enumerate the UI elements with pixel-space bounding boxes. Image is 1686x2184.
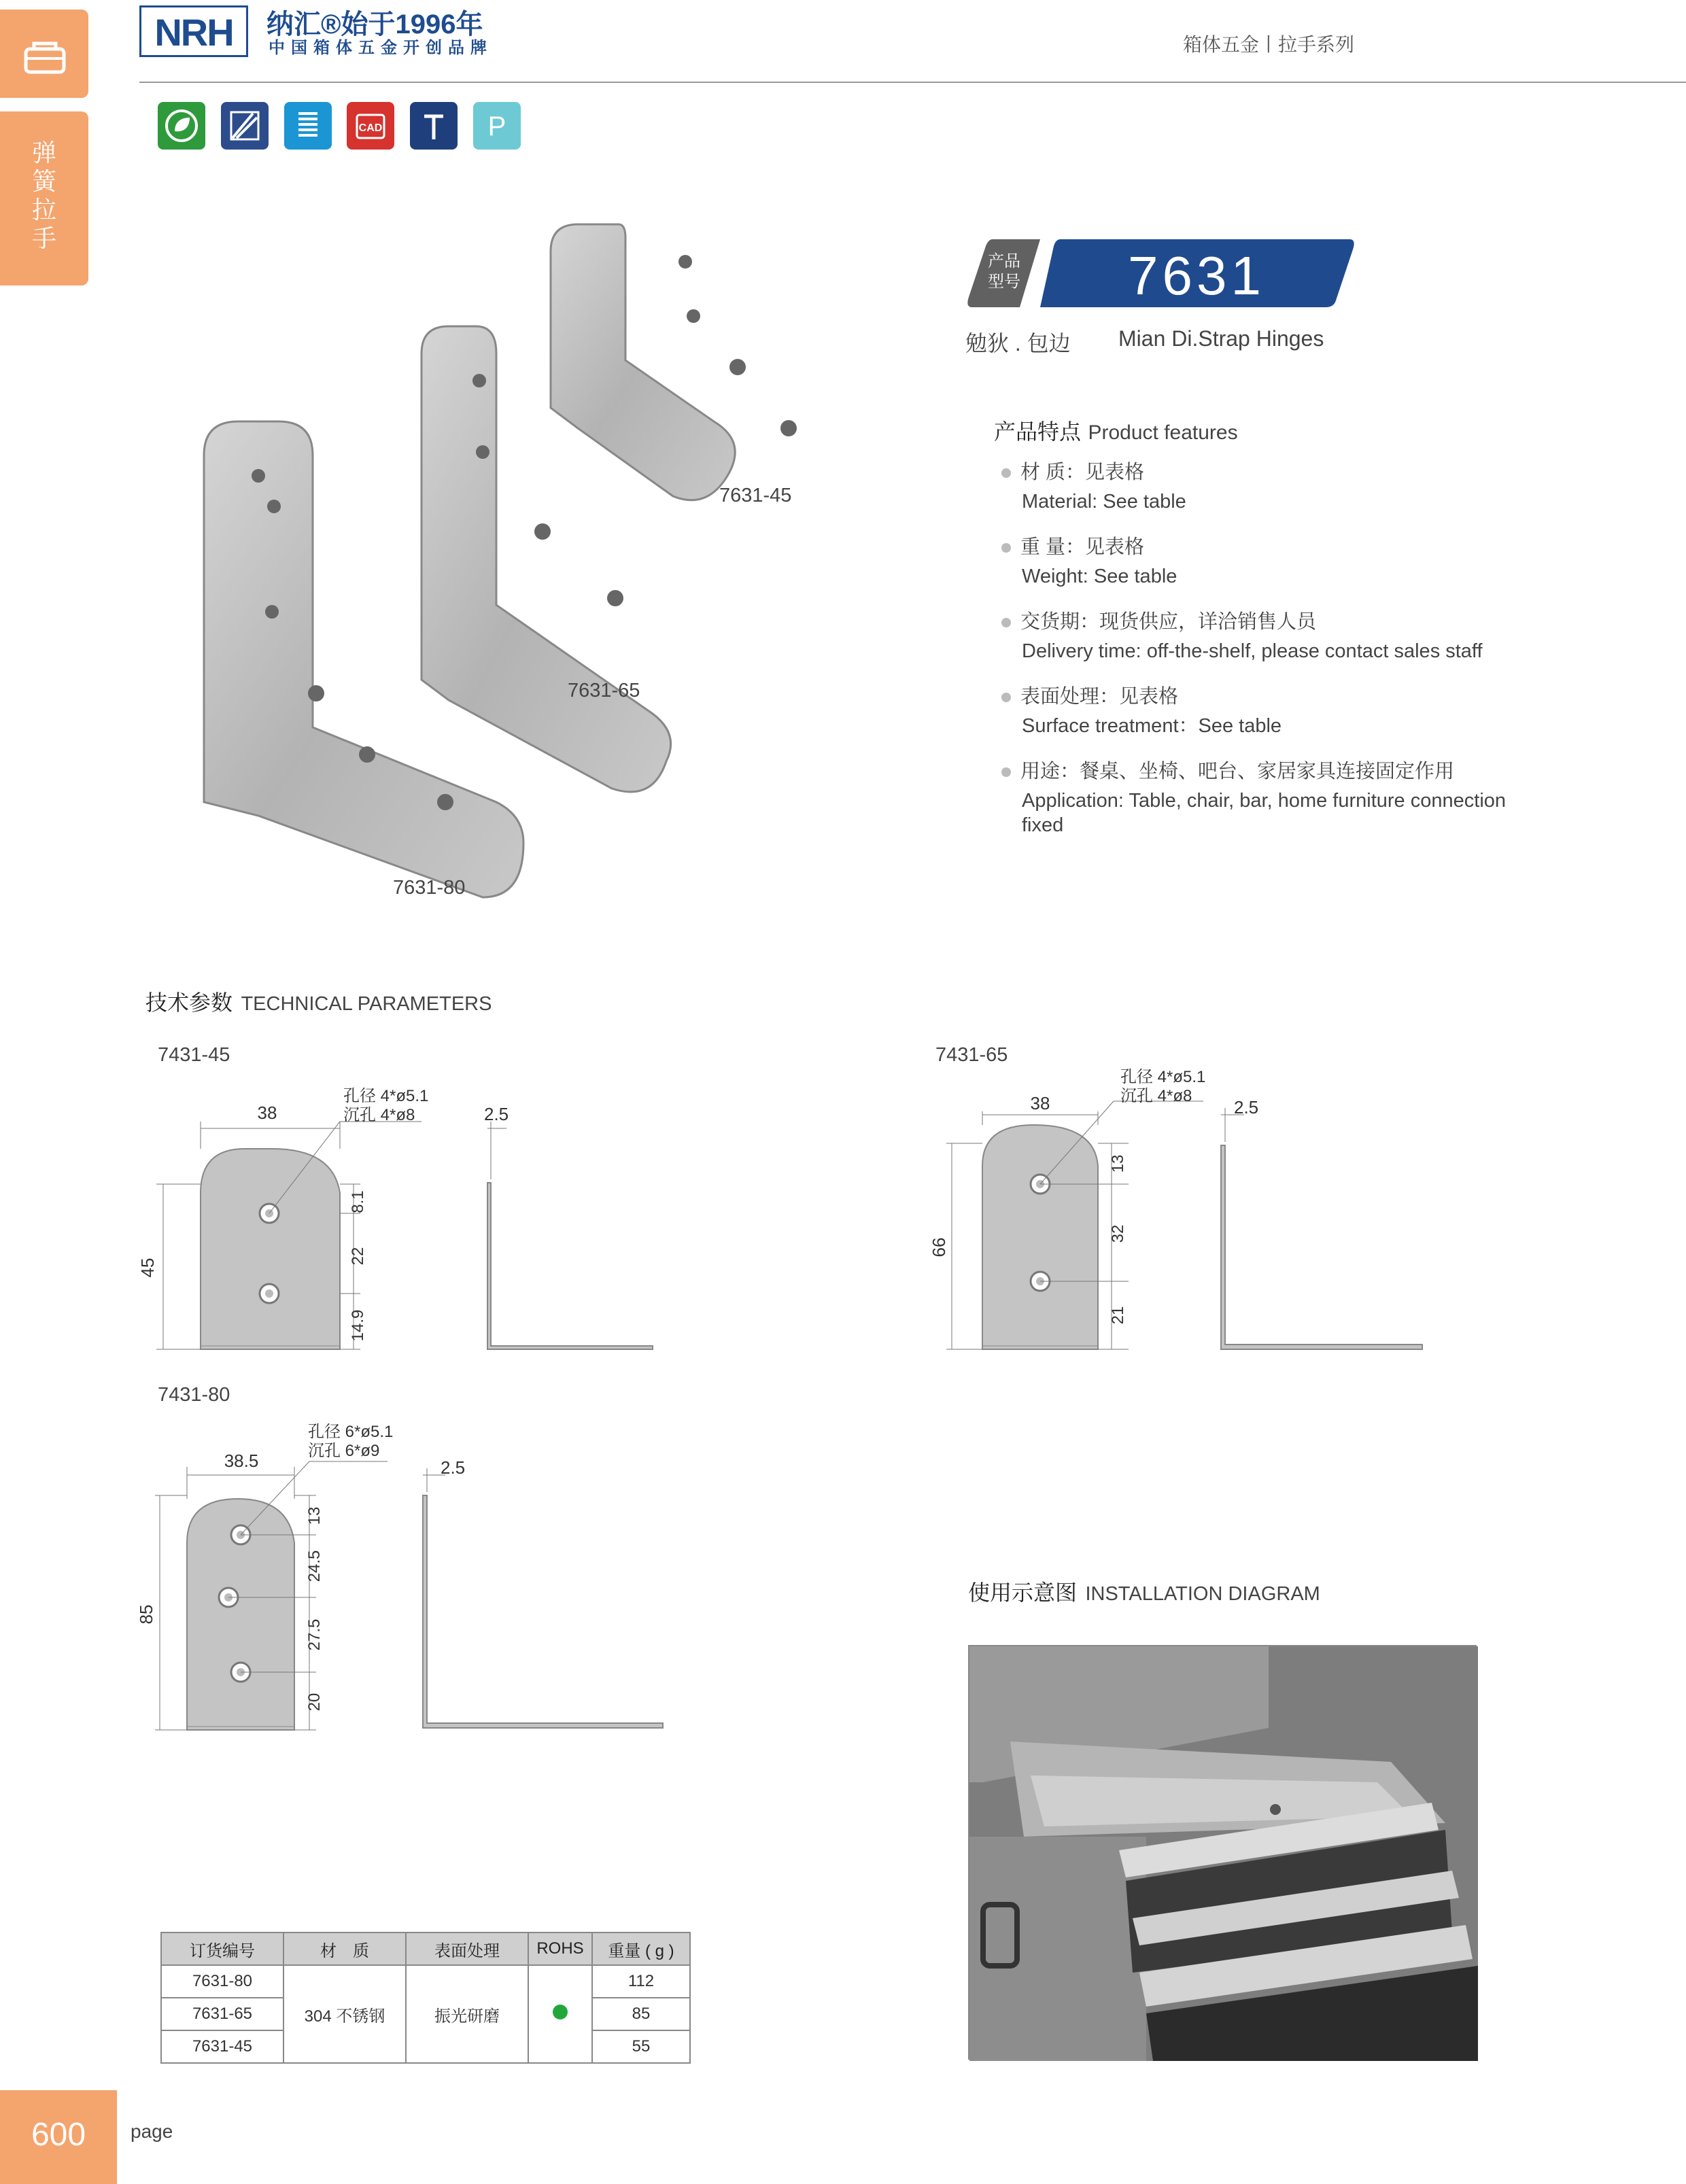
- spring-icon: [284, 102, 332, 150]
- table-cell-surface: 振光研磨: [406, 1965, 528, 2063]
- table-header-rohs: ROHS: [528, 1932, 592, 1965]
- feature-en: Surface treatment：See table: [1022, 715, 1282, 737]
- feature-item: [1001, 606, 1483, 662]
- feature-cn: 交货期：现货供应，详洽销售人员: [1020, 611, 1317, 633]
- category-icon-tab[interactable]: [0, 10, 88, 98]
- brand-subtitle: 中国箱体五金开创品牌: [269, 39, 493, 57]
- svg-text:P: P: [487, 111, 506, 141]
- table-cell-rohs: [528, 1965, 592, 2063]
- drawing-7431-80: [136, 1414, 680, 1754]
- feature-item: [1001, 681, 1282, 737]
- drawing-label-80: 7431-80: [158, 1384, 230, 1406]
- bracket-7631-45-image: [551, 224, 797, 500]
- feature-cn: 表面处理：见表格: [1020, 686, 1179, 708]
- rivet-icon: [410, 102, 458, 150]
- table-header-code: 订货编号: [161, 1932, 283, 1965]
- feature-item: [1001, 457, 1186, 513]
- table-header-surface: 表面处理: [406, 1932, 528, 1965]
- spec-table: [160, 1932, 691, 2064]
- bullet-icon: [1001, 767, 1011, 777]
- logo-text: NRH: [154, 11, 233, 54]
- product-name-cn: 勉狄 . 包边: [965, 331, 1071, 356]
- table-cell-weight: 112: [592, 1965, 690, 1998]
- table-header-row: [161, 1932, 690, 1965]
- dim-thick-45: 2.5: [484, 1104, 509, 1124]
- dim-thick-80: 2.5: [441, 1457, 466, 1478]
- product-label-45: 7631-45: [719, 485, 792, 506]
- dim-height-45: 45: [137, 1258, 158, 1278]
- features-title: [994, 415, 1238, 446]
- eco-leaf-icon: [158, 102, 205, 150]
- features-title-cn: 产品特点: [994, 419, 1082, 444]
- category-label: 弹簧拉手: [31, 139, 56, 252]
- product-photos: [190, 218, 863, 897]
- dim-width-65: 38: [1030, 1093, 1050, 1113]
- technical-title-en: TECHNICAL PARAMETERS: [241, 993, 492, 1015]
- product-label-65: 7631-65: [568, 680, 640, 701]
- dim-seg-80: 27.5: [305, 1618, 324, 1651]
- feature-item: [1001, 756, 1507, 836]
- page-number: 600: [31, 2117, 86, 2153]
- dim-seg-65: 13: [1109, 1154, 1127, 1173]
- dim-width-80: 38.5: [224, 1451, 259, 1471]
- table-cell-code: 7631-45: [161, 2030, 283, 2063]
- design-tools-icon: [221, 102, 269, 150]
- install-title-cn: 使用示意图: [968, 1580, 1078, 1605]
- bullet-icon: [1001, 468, 1011, 478]
- header-divider: [139, 82, 1686, 83]
- technical-title: [145, 986, 492, 1017]
- badge-label-line1: 产品: [988, 252, 1020, 271]
- hole-note-45: 沉孔 4*ø8: [343, 1106, 415, 1124]
- page-word: page: [131, 2121, 173, 2142]
- hole-note-45: 孔径 4*ø5.1: [343, 1087, 429, 1105]
- table-cell-code: 7631-65: [161, 1998, 283, 2030]
- dim-seg-65: 21: [1109, 1306, 1127, 1325]
- cad-file-icon: [347, 102, 394, 150]
- drawing-label-65: 7431-65: [935, 1044, 1008, 1066]
- feature-cn: 材 质：见表格: [1020, 462, 1145, 483]
- model-number: 7631: [1128, 245, 1265, 306]
- feature-en: Material: See table: [1022, 491, 1186, 513]
- dim-width-45: 38: [257, 1103, 277, 1123]
- toolbox-icon: [0, 10, 88, 98]
- dim-seg-65: 32: [1109, 1224, 1127, 1243]
- hole-note-80: 孔径 6*ø5.1: [308, 1423, 394, 1441]
- bullet-icon: [1001, 693, 1011, 702]
- table-header-weight: 重量 ( g ): [592, 1932, 690, 1965]
- table-header-material: 材 质: [283, 1932, 406, 1965]
- dim-seg-45: 22: [349, 1247, 367, 1266]
- drawing-7431-65: [931, 1060, 1448, 1366]
- product-name-en: Mian Di.Strap Hinges: [1118, 326, 1324, 351]
- table-cell-material: 304 不锈钢: [283, 1965, 406, 2063]
- breadcrumb: 箱体五金丨拉手系列: [1183, 34, 1355, 55]
- table-cell-weight: 85: [592, 1998, 690, 2030]
- feature-cn: 用途：餐桌、坐椅、吧台、家居家具连接固定作用: [1020, 761, 1455, 782]
- dim-seg-80: 24.5: [305, 1550, 324, 1582]
- hole-note-80: 沉孔 6*ø9: [308, 1442, 380, 1460]
- features-title-en: Product features: [1088, 421, 1238, 444]
- dim-height-80: 85: [136, 1604, 156, 1625]
- badge-label-line2: 型号: [988, 273, 1020, 291]
- installation-photo: [968, 1645, 1477, 2060]
- feature-en: Weight: See table: [1022, 566, 1177, 587]
- table-cell-weight: 55: [592, 2030, 690, 2063]
- feature-en: Delivery time: off-the-shelf, please contact sales staff: [1022, 640, 1483, 662]
- bullet-icon: [1001, 543, 1011, 553]
- parking-p-icon: [473, 102, 521, 150]
- install-title-en: INSTALLATION DIAGRAM: [1085, 1583, 1320, 1605]
- install-title: [968, 1576, 1320, 1607]
- hole-note-65: 孔径 4*ø5.1: [1120, 1068, 1206, 1086]
- drawing-7431-45: [136, 1081, 680, 1366]
- brand-logo: [139, 5, 248, 57]
- hole-note-65: 沉孔 4*ø8: [1120, 1087, 1192, 1105]
- dim-seg-80: 13: [305, 1506, 324, 1525]
- feature-item: [1001, 532, 1177, 587]
- dim-thick-65: 2.5: [1234, 1097, 1259, 1117]
- dim-seg-80: 20: [305, 1693, 324, 1712]
- bullet-icon: [1001, 618, 1011, 627]
- dim-seg-45: 14.9: [349, 1309, 367, 1342]
- drawing-label-45: 7431-45: [158, 1044, 230, 1066]
- page-number-box: [0, 2090, 117, 2184]
- rohs-compliant-icon: [553, 2005, 568, 2020]
- table-cell-code: 7631-80: [161, 1965, 283, 1998]
- table-row: [161, 1965, 690, 1998]
- brand-title: 纳汇®始于1996年: [266, 10, 483, 39]
- feature-en: Application: Table, chair, bar, home furniture connection fixed: [1022, 790, 1507, 836]
- dim-height-65: 66: [929, 1237, 949, 1258]
- category-tab[interactable]: [0, 111, 88, 285]
- feature-cn: 重 量：见表格: [1020, 536, 1145, 558]
- dim-seg-45: 8.1: [349, 1190, 367, 1213]
- technical-title-cn: 技术参数: [145, 990, 233, 1015]
- product-label-80: 7631-80: [393, 877, 466, 899]
- model-badge-label: [974, 252, 1035, 292]
- svg-text:CAD: CAD: [358, 122, 383, 134]
